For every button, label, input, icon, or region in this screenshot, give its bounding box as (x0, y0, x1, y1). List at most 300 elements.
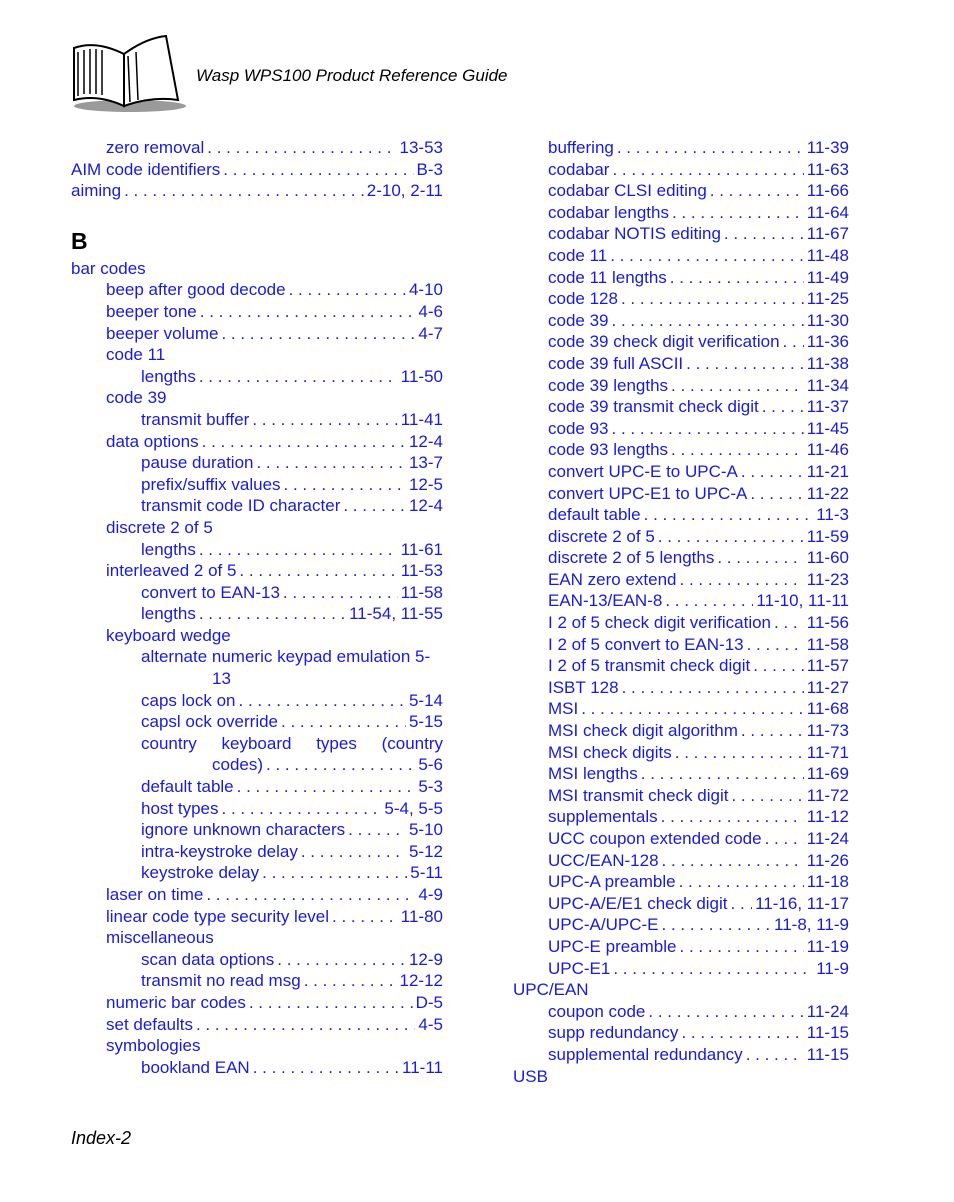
dot-leader (221, 323, 415, 345)
index-entry[interactable] (71, 137, 443, 159)
index-entry-label: keystroke delay (141, 863, 260, 883)
index-entry-label: ISBT 128 (548, 677, 619, 697)
dot-leader (253, 1057, 399, 1079)
dot-leader (283, 582, 398, 604)
dot-leader (277, 949, 406, 971)
index-page-ref[interactable]: 11-37 (806, 397, 849, 417)
index-page-ref[interactable]: 11-3 (816, 505, 849, 525)
dot-leader (662, 850, 804, 872)
index-entry-label: code 11 lengths (548, 267, 667, 287)
dot-leader (662, 914, 772, 936)
index-page-ref[interactable]: 11-71 (806, 742, 849, 762)
dot-leader (256, 452, 405, 474)
index-entry[interactable] (71, 711, 443, 733)
index-entry-label: bookland EAN (141, 1057, 250, 1077)
index-page-ref[interactable]: 11-80 (400, 906, 443, 926)
index-page-ref[interactable]: 5-12 (408, 841, 443, 861)
index-entry[interactable] (513, 655, 849, 677)
index-entry[interactable] (513, 958, 849, 980)
index-page-ref[interactable]: 11-9 (816, 958, 849, 978)
dot-leader (199, 603, 346, 625)
index-entry-label: code 93 (548, 418, 609, 438)
index-entry-label: data options (106, 431, 199, 451)
index-page-ref[interactable]: 13-53 (399, 138, 443, 157)
dot-leader (672, 202, 804, 224)
index-entry[interactable] (71, 452, 443, 474)
dot-leader (680, 936, 804, 958)
index-entry-label: UPC-E1 (548, 958, 611, 978)
index-entry[interactable] (513, 504, 849, 526)
index-page-ref[interactable]: 11-66 (806, 181, 849, 201)
index-page-ref[interactable]: 11-72 (806, 785, 849, 805)
index-entry[interactable] (513, 698, 849, 720)
index-entry-label: lengths (141, 539, 196, 559)
index-entry[interactable] (513, 375, 849, 397)
section-gap (71, 202, 443, 224)
dot-leader (675, 742, 804, 764)
index-page-ref[interactable]: 11-15 (806, 1044, 849, 1064)
index-page-ref[interactable]: 11-48 (806, 245, 849, 265)
index-entry[interactable] (513, 914, 849, 936)
index-entry[interactable] (71, 798, 443, 820)
dot-leader (665, 590, 753, 612)
index-entry[interactable] (513, 871, 849, 893)
index-page-ref[interactable]: 11-53 (400, 561, 443, 581)
dot-leader (239, 560, 397, 582)
index-entry[interactable] (71, 495, 443, 517)
index-entry[interactable] (71, 970, 443, 992)
index-entry[interactable] (513, 288, 849, 310)
index-entry-label: pause duration (141, 453, 254, 473)
index-entry-label: MSI check digit algorithm (548, 721, 738, 741)
index-entry[interactable] (71, 301, 443, 323)
dot-leader (679, 871, 804, 893)
index-entry-label: set defaults (106, 1014, 193, 1034)
index-entry[interactable] (513, 245, 849, 267)
index-page-ref[interactable]: 11-12 (806, 807, 849, 827)
index-entry[interactable] (71, 733, 443, 755)
running-header-title: Wasp WPS100 Product Reference Guide (196, 66, 508, 85)
dot-leader (753, 655, 804, 677)
index-entry-label: codabar lengths (548, 202, 669, 222)
index-entry-label: transmit no read msg (141, 971, 301, 991)
dot-leader (581, 698, 804, 720)
index-entry-word: types (316, 733, 357, 753)
dot-leader (202, 431, 406, 453)
index-page-ref[interactable]: 11-54, 11-55 (349, 604, 443, 624)
index-entry[interactable] (71, 949, 443, 971)
index-page-ref[interactable]: 5-14 (408, 690, 443, 710)
dot-leader (239, 690, 406, 712)
index-page-ref[interactable]: 4-7 (418, 323, 443, 343)
index-entry-label: convert UPC-E to UPC-A (548, 461, 738, 481)
index-entry[interactable] (71, 539, 443, 561)
index-entry[interactable] (513, 590, 849, 612)
index-page-ref[interactable]: 11-56 (806, 613, 849, 633)
dot-leader (249, 992, 413, 1014)
index-page-ref[interactable]: 5-4, 5-5 (384, 798, 443, 818)
index-entry-label: zero removal (106, 138, 205, 157)
index-entry-label: I 2 of 5 check digit verification (548, 613, 772, 633)
index-page-ref[interactable]: 12-4 (408, 496, 443, 516)
index-page-ref[interactable]: 11-27 (806, 677, 849, 697)
index-entry-label: linear code type security level (106, 906, 330, 926)
dot-leader (348, 819, 406, 841)
index-entry-label: UPC/EAN (513, 980, 589, 1000)
index-entry-label: code 39 check digit verification (548, 332, 780, 352)
index-entry[interactable] (71, 625, 443, 647)
index-entry[interactable] (513, 353, 849, 375)
dot-leader (199, 539, 398, 561)
index-page-ref[interactable]: 11-26 (806, 850, 849, 870)
index-entry-label: I 2 of 5 convert to EAN-13 (548, 634, 744, 654)
index-entry-label: UPC-A/UPC-E (548, 915, 659, 935)
dot-leader (661, 806, 804, 828)
index-page-ref[interactable]: B-3 (416, 159, 443, 179)
dot-leader (252, 409, 397, 431)
index-page-ref[interactable]: 11-23 (806, 569, 849, 589)
index-page-ref[interactable]: 11-67 (806, 224, 849, 244)
index-entry[interactable] (513, 483, 849, 505)
index-entry-label: transmit code ID character (141, 496, 341, 516)
index-entry[interactable] (71, 180, 443, 202)
index-entry-label: codabar CLSI editing (548, 181, 707, 201)
index-page-ref[interactable]: 11-46 (806, 440, 849, 460)
index-entry-label: MSI transmit check digit (548, 785, 729, 805)
index-entry[interactable] (513, 569, 849, 591)
index-entry[interactable] (71, 776, 443, 798)
dot-leader (621, 288, 804, 310)
index-page-ref[interactable]: 11-25 (806, 289, 849, 309)
dot-leader (281, 711, 406, 733)
index-entry[interactable] (513, 742, 849, 764)
dot-leader (199, 366, 398, 388)
index-entry[interactable] (513, 806, 849, 828)
index-page-ref[interactable]: 11-15 (806, 1023, 849, 1043)
index-entry[interactable] (71, 927, 443, 949)
dot-leader (741, 461, 804, 483)
index-entry[interactable] (513, 612, 849, 634)
index-entry[interactable] (71, 517, 443, 539)
index-entry[interactable] (513, 634, 849, 656)
index-entry-label: beeper tone (106, 301, 197, 321)
dot-leader (731, 893, 753, 915)
index-page-ref[interactable]: 11-18 (806, 872, 849, 892)
index-page-ref[interactable]: 11-38 (806, 353, 849, 373)
index-entry[interactable] (71, 279, 443, 301)
index-entry-label: capsl ock override (141, 712, 279, 732)
index-entry[interactable] (513, 1044, 849, 1066)
index-entry[interactable] (71, 582, 443, 604)
dot-leader (262, 862, 407, 884)
index-page-ref[interactable]: 11-30 (806, 310, 849, 330)
index-entry-label: code 11 (106, 345, 166, 365)
index-page-ref[interactable]: 11-39 (806, 138, 849, 157)
index-entry-label: AIM code identifiers (71, 159, 221, 179)
index-entry[interactable] (71, 387, 443, 409)
index-entry[interactable] (71, 474, 443, 496)
index-page-ref[interactable]: 12-12 (399, 971, 443, 991)
index-entry-label: transmit buffer (141, 409, 250, 429)
index-entry-label: discrete 2 of 5 (548, 526, 655, 546)
index-entry-label: codes) (212, 755, 264, 775)
index-entry[interactable] (513, 396, 849, 418)
dot-leader (641, 763, 804, 785)
index-entry-label: code 128 (548, 289, 618, 309)
index-page-ref[interactable]: 11-57 (806, 656, 849, 676)
index-entry[interactable] (513, 893, 849, 915)
index-page-ref[interactable]: 11-69 (806, 764, 849, 784)
index-page-ref[interactable]: 5-11 (410, 863, 443, 883)
index-entry[interactable] (71, 344, 443, 366)
index-entry[interactable] (71, 992, 443, 1014)
dot-leader (671, 375, 804, 397)
index-page-ref[interactable]: 11-45 (806, 418, 849, 438)
index-entry[interactable] (71, 690, 443, 712)
index-entry-label: laser on time (106, 885, 204, 904)
index-entry-continuation[interactable] (71, 754, 443, 776)
index-entry-label: USB (513, 1066, 548, 1086)
dot-leader (196, 1014, 415, 1036)
index-entry[interactable] (513, 1022, 849, 1044)
index-entry[interactable] (71, 560, 443, 582)
index-page-ref[interactable]: 11-49 (806, 267, 849, 287)
index-entry[interactable] (71, 159, 443, 181)
index-entry-label: ignore unknown characters (141, 820, 346, 840)
index-page-ref[interactable]: 13-7 (408, 453, 443, 473)
index-entry-word: (country (381, 733, 443, 753)
index-entry[interactable] (513, 180, 849, 202)
index-entry[interactable] (513, 850, 849, 872)
index-entry-label: code 39 transmit check digit (548, 397, 759, 417)
index-entry[interactable] (513, 461, 849, 483)
index-entry-label: MSI (548, 699, 579, 719)
index-entry-label: host types (141, 798, 219, 818)
dot-leader (658, 526, 804, 548)
index-entry[interactable] (513, 526, 849, 548)
index-page-ref[interactable]: 11-60 (806, 548, 849, 568)
index-page-ref[interactable]: 11-21 (806, 461, 849, 481)
dot-leader (266, 754, 415, 776)
index-page-ref[interactable]: 2-10, 2-11 (366, 181, 443, 201)
index-page-ref[interactable]: 11-19 (806, 936, 849, 956)
dot-leader (783, 331, 804, 353)
section-letter-heading: B (71, 227, 88, 254)
index-entry[interactable] (513, 418, 849, 440)
index-entry-label: discrete 2 of 5 lengths (548, 548, 715, 568)
index-entry-label: numeric bar codes (106, 992, 246, 1012)
index-entry[interactable] (513, 1001, 849, 1023)
dot-leader (612, 418, 804, 440)
index-entry-label: UPC-A/E/E1 check digit (548, 893, 728, 913)
index-entry-label: code 39 (548, 310, 609, 330)
index-column-left (71, 137, 443, 1078)
index-entry[interactable] (513, 267, 849, 289)
dot-leader (717, 547, 803, 569)
dot-leader (681, 1022, 803, 1044)
index-page-ref[interactable]: 11-50 (400, 366, 443, 386)
index-page-ref[interactable]: 11-24 (806, 829, 849, 848)
index-entry-label: beeper volume (106, 323, 219, 343)
index-page-ref[interactable]: 12-4 (408, 431, 443, 451)
index-page-ref[interactable]: 11-58 (400, 582, 443, 602)
index-entry[interactable] (513, 223, 849, 245)
dot-leader (762, 396, 804, 418)
index-entry-label: convert UPC-E1 to UPC-A (548, 483, 748, 503)
dot-leader (617, 137, 804, 159)
dot-leader (622, 677, 804, 699)
index-entry-label: supp redundancy (548, 1023, 679, 1043)
index-page-ref[interactable]: 11-41 (400, 409, 443, 429)
index-page-ref[interactable]: 11-63 (806, 159, 849, 179)
index-entry[interactable] (71, 1035, 443, 1057)
index-entry[interactable] (71, 819, 443, 841)
index-entry-label: code 39 lengths (548, 375, 669, 395)
index-page-ref[interactable]: 11-61 (400, 539, 443, 559)
index-entry[interactable] (71, 1057, 443, 1079)
index-entry-label: MSI lengths (548, 764, 638, 784)
index-page-ref[interactable]: 11-36 (806, 332, 849, 352)
dot-leader (124, 180, 364, 202)
index-entry-label: UPC-A preamble (548, 872, 676, 892)
index-entry-label: code 11 (548, 245, 608, 265)
dot-leader (612, 159, 803, 181)
index-entry-label: alternate numeric keypad emulation 5- (141, 647, 431, 667)
index-entry-label: interleaved 2 of 5 (106, 561, 237, 581)
index-entry-label: EAN-13/EAN-8 (548, 591, 663, 611)
index-page-ref[interactable]: 11-59 (806, 526, 849, 546)
index-page-ref[interactable]: 11-10, 11-11 (756, 591, 849, 611)
index-entry[interactable] (71, 409, 443, 431)
dot-leader (765, 828, 804, 850)
index-entry-label: MSI check digits (548, 742, 672, 762)
index-entry[interactable] (513, 310, 849, 332)
index-entry-label: default table (548, 505, 641, 525)
index-entry[interactable] (71, 323, 443, 345)
index-entry-continuation: 13 (212, 669, 231, 689)
index-entry[interactable] (513, 979, 849, 1001)
index-entry-label: codabar (548, 159, 610, 179)
index-entry[interactable] (513, 331, 849, 353)
index-entry[interactable] (513, 159, 849, 181)
dot-leader (304, 970, 397, 992)
dot-leader (237, 776, 416, 798)
index-page-ref[interactable]: 12-5 (408, 474, 443, 494)
index-entry-word: country (141, 733, 197, 753)
dot-leader (200, 301, 416, 323)
index-page-ref[interactable]: 5-15 (408, 712, 443, 732)
index-page-ref[interactable]: 12-9 (408, 949, 443, 969)
dot-leader (741, 720, 804, 742)
index-entry-label: keyboard wedge (106, 625, 231, 645)
index-entry[interactable] (513, 439, 849, 461)
index-page-ref[interactable]: 4-6 (418, 301, 443, 321)
index-entry[interactable] (513, 828, 849, 850)
index-entry-label: EAN zero extend (548, 569, 677, 589)
index-page-ref[interactable]: 11-68 (806, 699, 849, 719)
dot-leader (746, 1044, 804, 1066)
index-entry[interactable] (513, 763, 849, 785)
index-page-ref[interactable]: 11-58 (806, 634, 849, 654)
index-entry-label: supplemental redundancy (548, 1044, 743, 1064)
index-entry[interactable] (71, 862, 443, 884)
index-entry[interactable] (71, 1014, 443, 1036)
index-page-ref[interactable]: 4-9 (418, 885, 443, 904)
index-page-ref[interactable]: 11-11 (402, 1057, 443, 1077)
book-icon (66, 34, 188, 114)
index-entry[interactable] (513, 137, 849, 159)
index-page-ref[interactable]: 4-10 (408, 280, 443, 300)
index-page-ref[interactable]: 11-24 (806, 1001, 849, 1021)
dot-leader (612, 310, 804, 332)
index-page-ref[interactable]: 4-5 (418, 1014, 443, 1034)
index-page-ref[interactable]: 5-10 (408, 820, 443, 840)
index-entry[interactable] (513, 785, 849, 807)
dot-leader (671, 439, 804, 461)
index-page-ref[interactable]: 5-6 (418, 755, 443, 775)
dot-leader (750, 483, 803, 505)
dot-leader (207, 137, 396, 159)
dot-leader (343, 495, 406, 517)
dot-leader (731, 785, 803, 807)
index-page-ref[interactable]: 11-34 (806, 375, 849, 395)
index-entry[interactable] (513, 936, 849, 958)
dot-leader (710, 180, 804, 202)
dot-leader (724, 223, 804, 245)
dot-leader (284, 474, 406, 496)
index-entry-label: caps lock on (141, 690, 236, 710)
index-entry-label: prefix/suffix values (141, 474, 281, 494)
index-entry[interactable] (71, 366, 443, 388)
index-entry-label: aiming (71, 181, 122, 201)
index-entry-label: scan data options (141, 949, 275, 969)
index-page-ref[interactable]: 11-16, 11-17 (755, 893, 849, 913)
dot-leader (613, 958, 813, 980)
index-page-ref[interactable]: 11-64 (806, 202, 849, 222)
index-page-ref[interactable]: D-5 (415, 992, 443, 1012)
index-entry-label: convert to EAN-13 (141, 582, 280, 602)
dot-leader (680, 569, 804, 591)
index-entry[interactable] (71, 906, 443, 928)
index-page-ref[interactable]: 11-22 (806, 483, 849, 503)
index-entry[interactable] (513, 677, 849, 699)
index-entry[interactable] (71, 258, 443, 280)
index-entry[interactable] (513, 202, 849, 224)
index-entry[interactable] (71, 841, 443, 863)
index-column-right (513, 137, 849, 1087)
index-page-ref[interactable]: 11-8, 11-9 (774, 915, 849, 935)
dot-leader (223, 159, 413, 181)
index-entry[interactable] (71, 646, 443, 668)
dot-leader (644, 504, 814, 526)
index-entry[interactable] (513, 547, 849, 569)
index-entry-label: bar codes (71, 258, 146, 278)
index-entry[interactable] (513, 1066, 849, 1088)
dot-leader (610, 245, 804, 267)
index-entry-label: UCC coupon extended code (548, 829, 762, 848)
index-entry-label: code 39 (106, 388, 167, 408)
index-page-ref[interactable]: 5-3 (418, 777, 443, 797)
index-entry[interactable] (71, 431, 443, 453)
dot-leader (222, 798, 382, 820)
index-entry[interactable] (513, 720, 849, 742)
index-entry[interactable] (71, 603, 443, 625)
dot-leader (206, 884, 415, 906)
index-entry[interactable] (71, 884, 443, 906)
dot-leader (332, 906, 398, 928)
index-entry-label: intra-keystroke delay (141, 841, 298, 861)
index-page-ref[interactable]: 11-73 (806, 721, 849, 741)
